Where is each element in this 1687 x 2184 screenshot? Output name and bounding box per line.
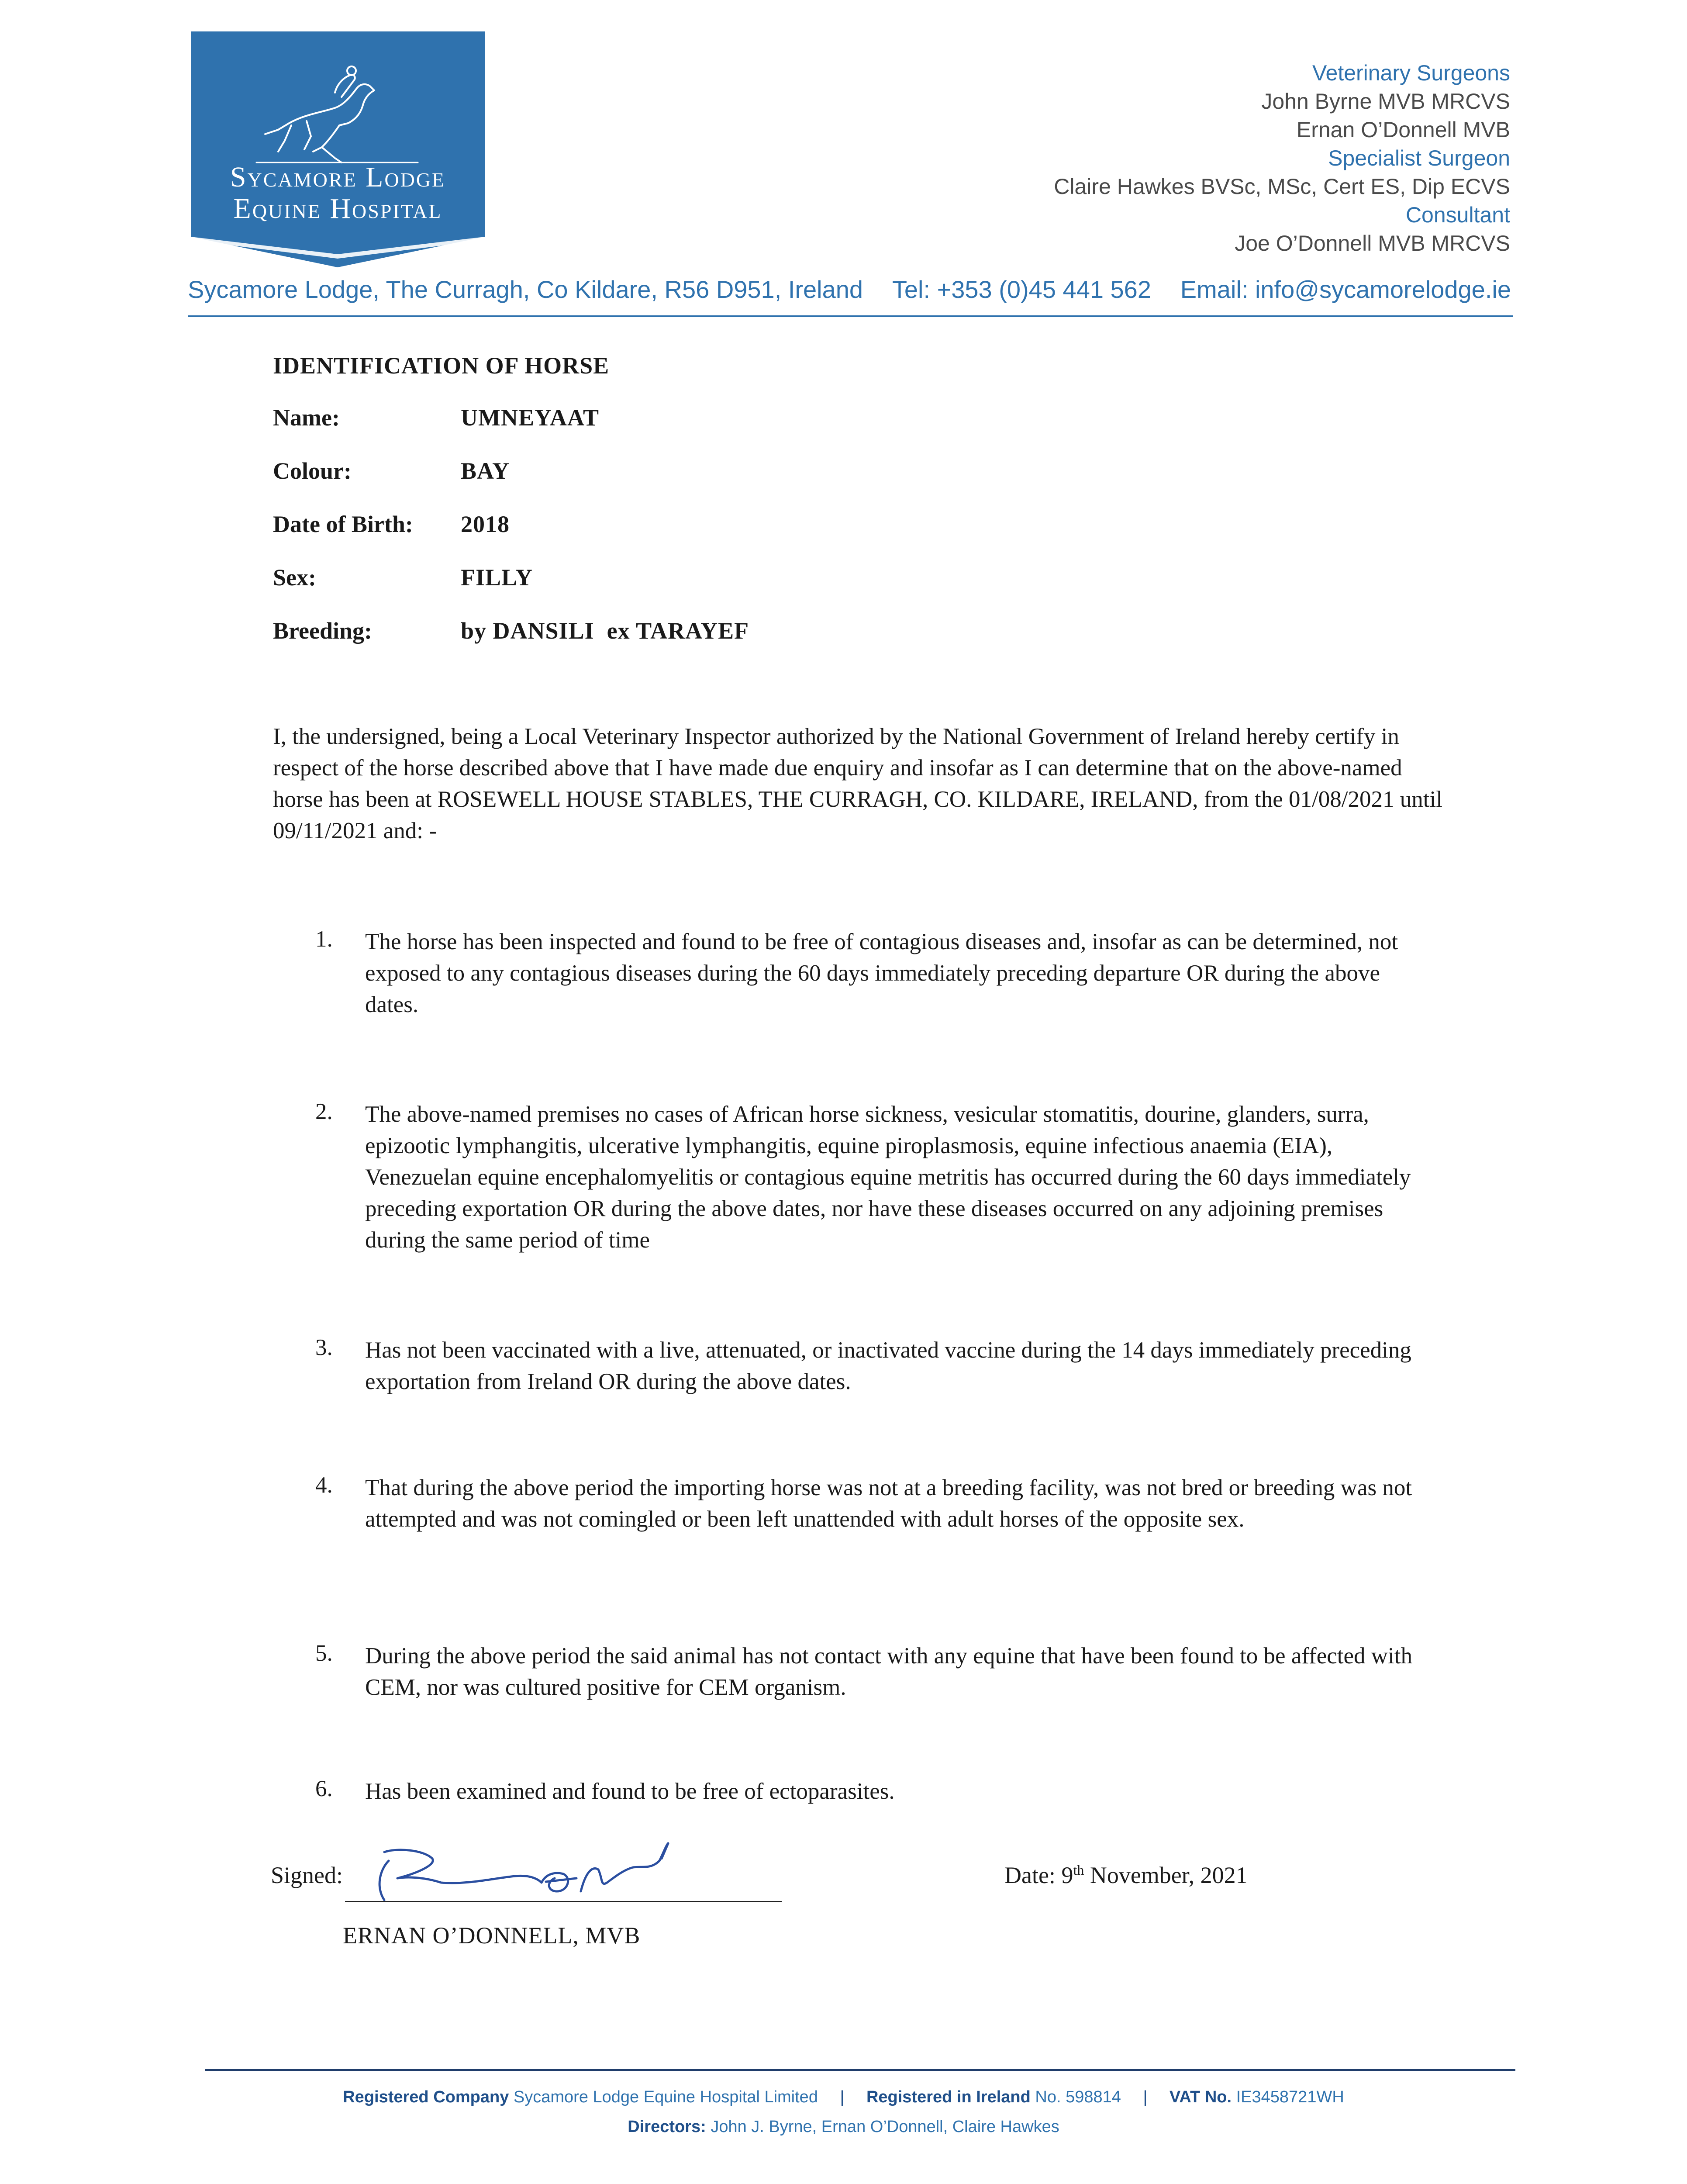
field-label-name: Name: (273, 404, 340, 431)
date-prefix: Date: 9 (1004, 1862, 1073, 1888)
item-number: 6. (315, 1776, 333, 1801)
item-number: 3. (315, 1335, 333, 1360)
item-text: Has not been vaccinated with a live, attenuated, or inactivated vaccine during the 14 days immediately preceding exportation from Ireland OR during the above dates. (365, 1337, 1411, 1394)
item-number: 4. (315, 1472, 333, 1498)
date-ordinal: th (1073, 1862, 1084, 1878)
item-number: 1. (315, 926, 333, 952)
staff-role: Specialist Surgeon (1328, 146, 1510, 170)
date-suffix: November, 2021 (1084, 1862, 1248, 1888)
item-text: That during the above period the importing horse was not at a breeding facility, was not bred or breeding was not attempted and was not comingled or been left unattended with adult horses of the opposite sex. (365, 1475, 1412, 1532)
vat-value: IE3458721WH (1236, 2088, 1344, 2106)
item-text: During the above period the said animal has not contact with any equine that have been found to be affected with CEM, nor was cultured positive for CEM organism. (365, 1643, 1412, 1700)
certification-paragraph: I, the undersigned, being a Local Veterinary Inspector authorized by the National Government of Ireland hereby certify in respect of the horse described above that I have made due enquiry and insofar as I can determine that on the above-named horse has been at ROSEWELL HOUSE STABLES, THE CURRAGH, CO. KILDARE, IRELAND, from the 01/08/2021 until 09/11/2021 and: - (273, 724, 1442, 843)
reg-ireland-label: Registered in Ireland (866, 2088, 1031, 2106)
field-label-colour: Colour: (273, 458, 352, 484)
item-text: The horse has been inspected and found to be free of contagious diseases and, insofar as can be determined, not exposed to any contagious diseases during the 60 days immediately preceding departure OR during the above dates. (365, 929, 1398, 1017)
staff-role: Veterinary Surgeons (1312, 61, 1510, 85)
reg-company-label: Registered Company (343, 2088, 509, 2106)
footer-registration (0, 2088, 1687, 2107)
field-label-sex: Sex: (273, 564, 316, 591)
email: Email: info@sycamorelodge.ie (1180, 276, 1511, 303)
vat-label: VAT No. (1169, 2088, 1232, 2106)
staff-person: Claire Hawkes BVSc, MSc, Cert ES, Dip ECVS (1054, 174, 1510, 199)
field-value-breeding: by DANSILI ex TARAYEF (461, 618, 749, 644)
staff-person: John Byrne MVB MRCVS (1261, 89, 1510, 114)
signature-line (345, 1901, 782, 1902)
reg-ireland-value: No. 598814 (1035, 2088, 1121, 2106)
footer-separator: | (840, 2088, 845, 2106)
field-value-dob: 2018 (461, 511, 510, 537)
item-number: 2. (315, 1099, 333, 1124)
telephone: Tel: +353 (0)45 441 562 (892, 276, 1151, 303)
directors-label: Directors: (628, 2118, 706, 2136)
hospital-logo (191, 31, 485, 267)
staff-list (1054, 59, 1510, 258)
footer-directors (0, 2118, 1687, 2136)
signed-label: Signed: (271, 1862, 343, 1888)
reg-company-value: Sycamore Lodge Equine Hospital Limited (513, 2088, 818, 2106)
directors-value: John J. Byrne, Ernan O’Donnell, Claire Hawkes (711, 2118, 1059, 2136)
handwritten-signature (371, 1835, 721, 1909)
logo-text (191, 162, 485, 225)
signature-date (1004, 1862, 1248, 1889)
staff-role: Consultant (1405, 203, 1510, 227)
staff-person: Joe O’Donnell MVB MRCVS (1235, 231, 1510, 256)
staff-person: Ernan O’Donnell MVB (1296, 117, 1510, 142)
signer-name: ERNAN O’DONNELL, MVB (343, 1922, 641, 1949)
header-divider (188, 315, 1513, 317)
item-text: Has been examined and found to be free of ectoparasites. (365, 1779, 895, 1804)
footer-divider (205, 2069, 1515, 2071)
field-value-colour: BAY (461, 458, 510, 484)
item-number: 5. (315, 1641, 333, 1666)
field-label-breeding: Breeding: (273, 618, 372, 644)
address: Sycamore Lodge, The Curragh, Co Kildare, R56 D951, Ireland (188, 276, 863, 303)
item-text: The above-named premises no cases of African horse sickness, vesicular stomatitis, dourine, glanders, surra, epizootic lymphangitis, ulcerative lymphangitis, equine piroplasmosis, equine infectious anaemia (EIA), Venezuelan equine encephalomyelitis or contagious equine metritis has occurred during the 60 days immediately preceding exportation OR during the above dates, nor have these diseases occurred on any adjoining premises during the same period of time (365, 1102, 1411, 1253)
footer-separator: | (1143, 2088, 1148, 2106)
contact-line (188, 275, 1511, 304)
logo-line-1: Sycamore Lodge (230, 161, 446, 193)
field-value-sex: FILLY (461, 564, 533, 591)
field-label-dob: Date of Birth: (273, 511, 413, 537)
logo-line-2: Equine Hospital (233, 193, 442, 225)
identification-title: IDENTIFICATION OF HORSE (273, 352, 610, 379)
field-value-name: UMNEYAAT (461, 404, 600, 431)
